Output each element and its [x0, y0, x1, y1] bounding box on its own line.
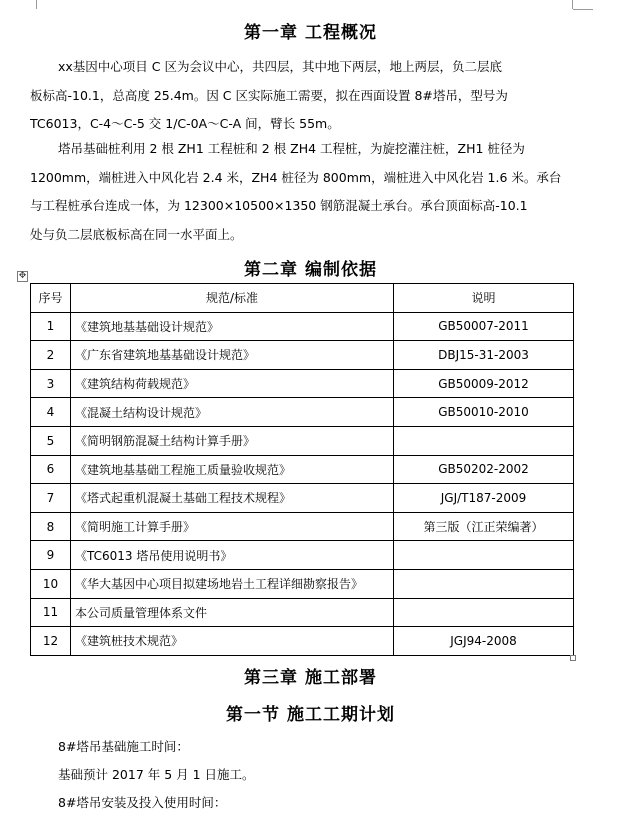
row-no: 10	[31, 569, 71, 598]
basis-table	[30, 283, 574, 656]
paragraph-line: xx基因中心项目 C 区为会议中心，共四层，其中地下两层，地上两层，负二层底	[58, 59, 502, 74]
chapter3-title: 第三章 施工部署	[244, 668, 377, 688]
chapter1-paragraph-1[interactable]	[30, 53, 576, 139]
table-row	[31, 569, 574, 598]
margin-corner-mark	[572, 0, 585, 9]
row-standard: 《塔式起重机混凝土基础工程技术规程》	[71, 484, 394, 513]
paragraph-line: 板标高-10.1，总高度 25.4m。因 C 区实际施工需要，拟在西面设置 8#塔吊，型号为	[30, 87, 508, 103]
row-no: 3	[31, 369, 71, 398]
row-note: JGJ94-2008	[394, 627, 574, 656]
row-standard: 《TC6013 塔吊使用说明书》	[71, 541, 394, 570]
row-no: 5	[31, 426, 71, 455]
row-note: DBJ15-31-2003	[394, 341, 574, 370]
table-resize-handle[interactable]	[570, 655, 576, 661]
row-no: 2	[31, 341, 71, 370]
table-row	[31, 398, 574, 427]
table-row	[31, 512, 574, 541]
row-no: 8	[31, 512, 71, 541]
row-standard: 《建筑结构荷载规范》	[71, 369, 394, 398]
row-standard: 《建筑桩技术规范》	[71, 627, 394, 656]
table-row	[31, 455, 574, 484]
header-standard: 规范/标准	[71, 284, 394, 313]
schedule-line: 8#塔吊基础施工时间：	[58, 739, 189, 754]
row-note: GB50007-2011	[394, 312, 574, 341]
row-standard: 《广东省建筑地基基础设计规范》	[71, 341, 394, 370]
schedule-line: 基础预计 2017 年 5 月 1 日施工。	[58, 767, 255, 782]
row-standard: 《简明钢筋混凝土结构计算手册》	[71, 426, 394, 455]
table-row	[31, 369, 574, 398]
row-note: GB50202-2002	[394, 455, 574, 484]
row-note: 第三版（江正荣编著）	[394, 512, 574, 541]
row-standard: 《混凝土结构设计规范》	[71, 398, 394, 427]
row-note: GB50010-2010	[394, 398, 574, 427]
row-no: 9	[31, 541, 71, 570]
row-note	[394, 569, 574, 598]
table-header-row	[31, 284, 574, 313]
paragraph-line: TC6013，C-4～C-5 交 1/C-0A～C-A 间，臂长 55m。	[30, 116, 340, 131]
table-row	[31, 627, 574, 656]
margin-corner-mark	[573, 9, 593, 10]
row-standard: 本公司质量管理体系文件	[71, 598, 394, 627]
row-note	[394, 598, 574, 627]
chapter1-title: 第一章 工程概况	[244, 23, 377, 43]
paragraph-line: 处与负二层底板标高在同一水平面上。	[30, 226, 243, 242]
section1-title: 第一节 施工工期计划	[226, 705, 395, 725]
chapter2-title: 第二章 编制依据	[244, 260, 377, 280]
paragraph-line: 塔吊基础桩利用 2 根 ZH1 工程桩和 2 根 ZH4 工程桩，为旋挖灌注桩，ZH1 桩径为	[58, 141, 525, 156]
row-standard: 《华大基因中心项目拟建场地岩土工程详细勘察报告》	[71, 569, 394, 598]
row-standard: 《建筑地基基础工程施工质量验收规范》	[71, 455, 394, 484]
table-move-handle-icon[interactable]: ✥	[18, 271, 27, 281]
header-no: 序号	[31, 284, 71, 313]
row-no: 6	[31, 455, 71, 484]
margin-corner-mark	[24, 0, 37, 9]
row-no: 11	[31, 598, 71, 627]
row-note: GB50009-2012	[394, 369, 574, 398]
table-row	[31, 341, 574, 370]
row-standard: 《建筑地基基础设计规范》	[71, 312, 394, 341]
table-row	[31, 312, 574, 341]
row-no: 1	[31, 312, 71, 341]
chapter1-paragraph-2[interactable]	[30, 135, 576, 249]
table-row	[31, 426, 574, 455]
row-note: JGJ/T187-2009	[394, 484, 574, 513]
row-no: 7	[31, 484, 71, 513]
table-row	[31, 541, 574, 570]
row-note	[394, 426, 574, 455]
schedule-line: 8#塔吊安装及投入使用时间：	[58, 795, 227, 810]
table-row	[31, 484, 574, 513]
row-standard: 《简明施工计算手册》	[71, 512, 394, 541]
row-no: 4	[31, 398, 71, 427]
table-row	[31, 598, 574, 627]
paragraph-line: 1200mm，端桩进入中风化岩 2.4 米，ZH4 桩径为 800mm，端桩进入中风化岩 1.6 米。承台	[30, 169, 562, 185]
row-note	[394, 541, 574, 570]
row-no: 12	[31, 627, 71, 656]
paragraph-line: 与工程桩承台连成一体，为 12300×10500×1350 钢筋混凝土承台。承台顶面标高-10.1	[30, 198, 528, 213]
header-note: 说明	[394, 284, 574, 313]
